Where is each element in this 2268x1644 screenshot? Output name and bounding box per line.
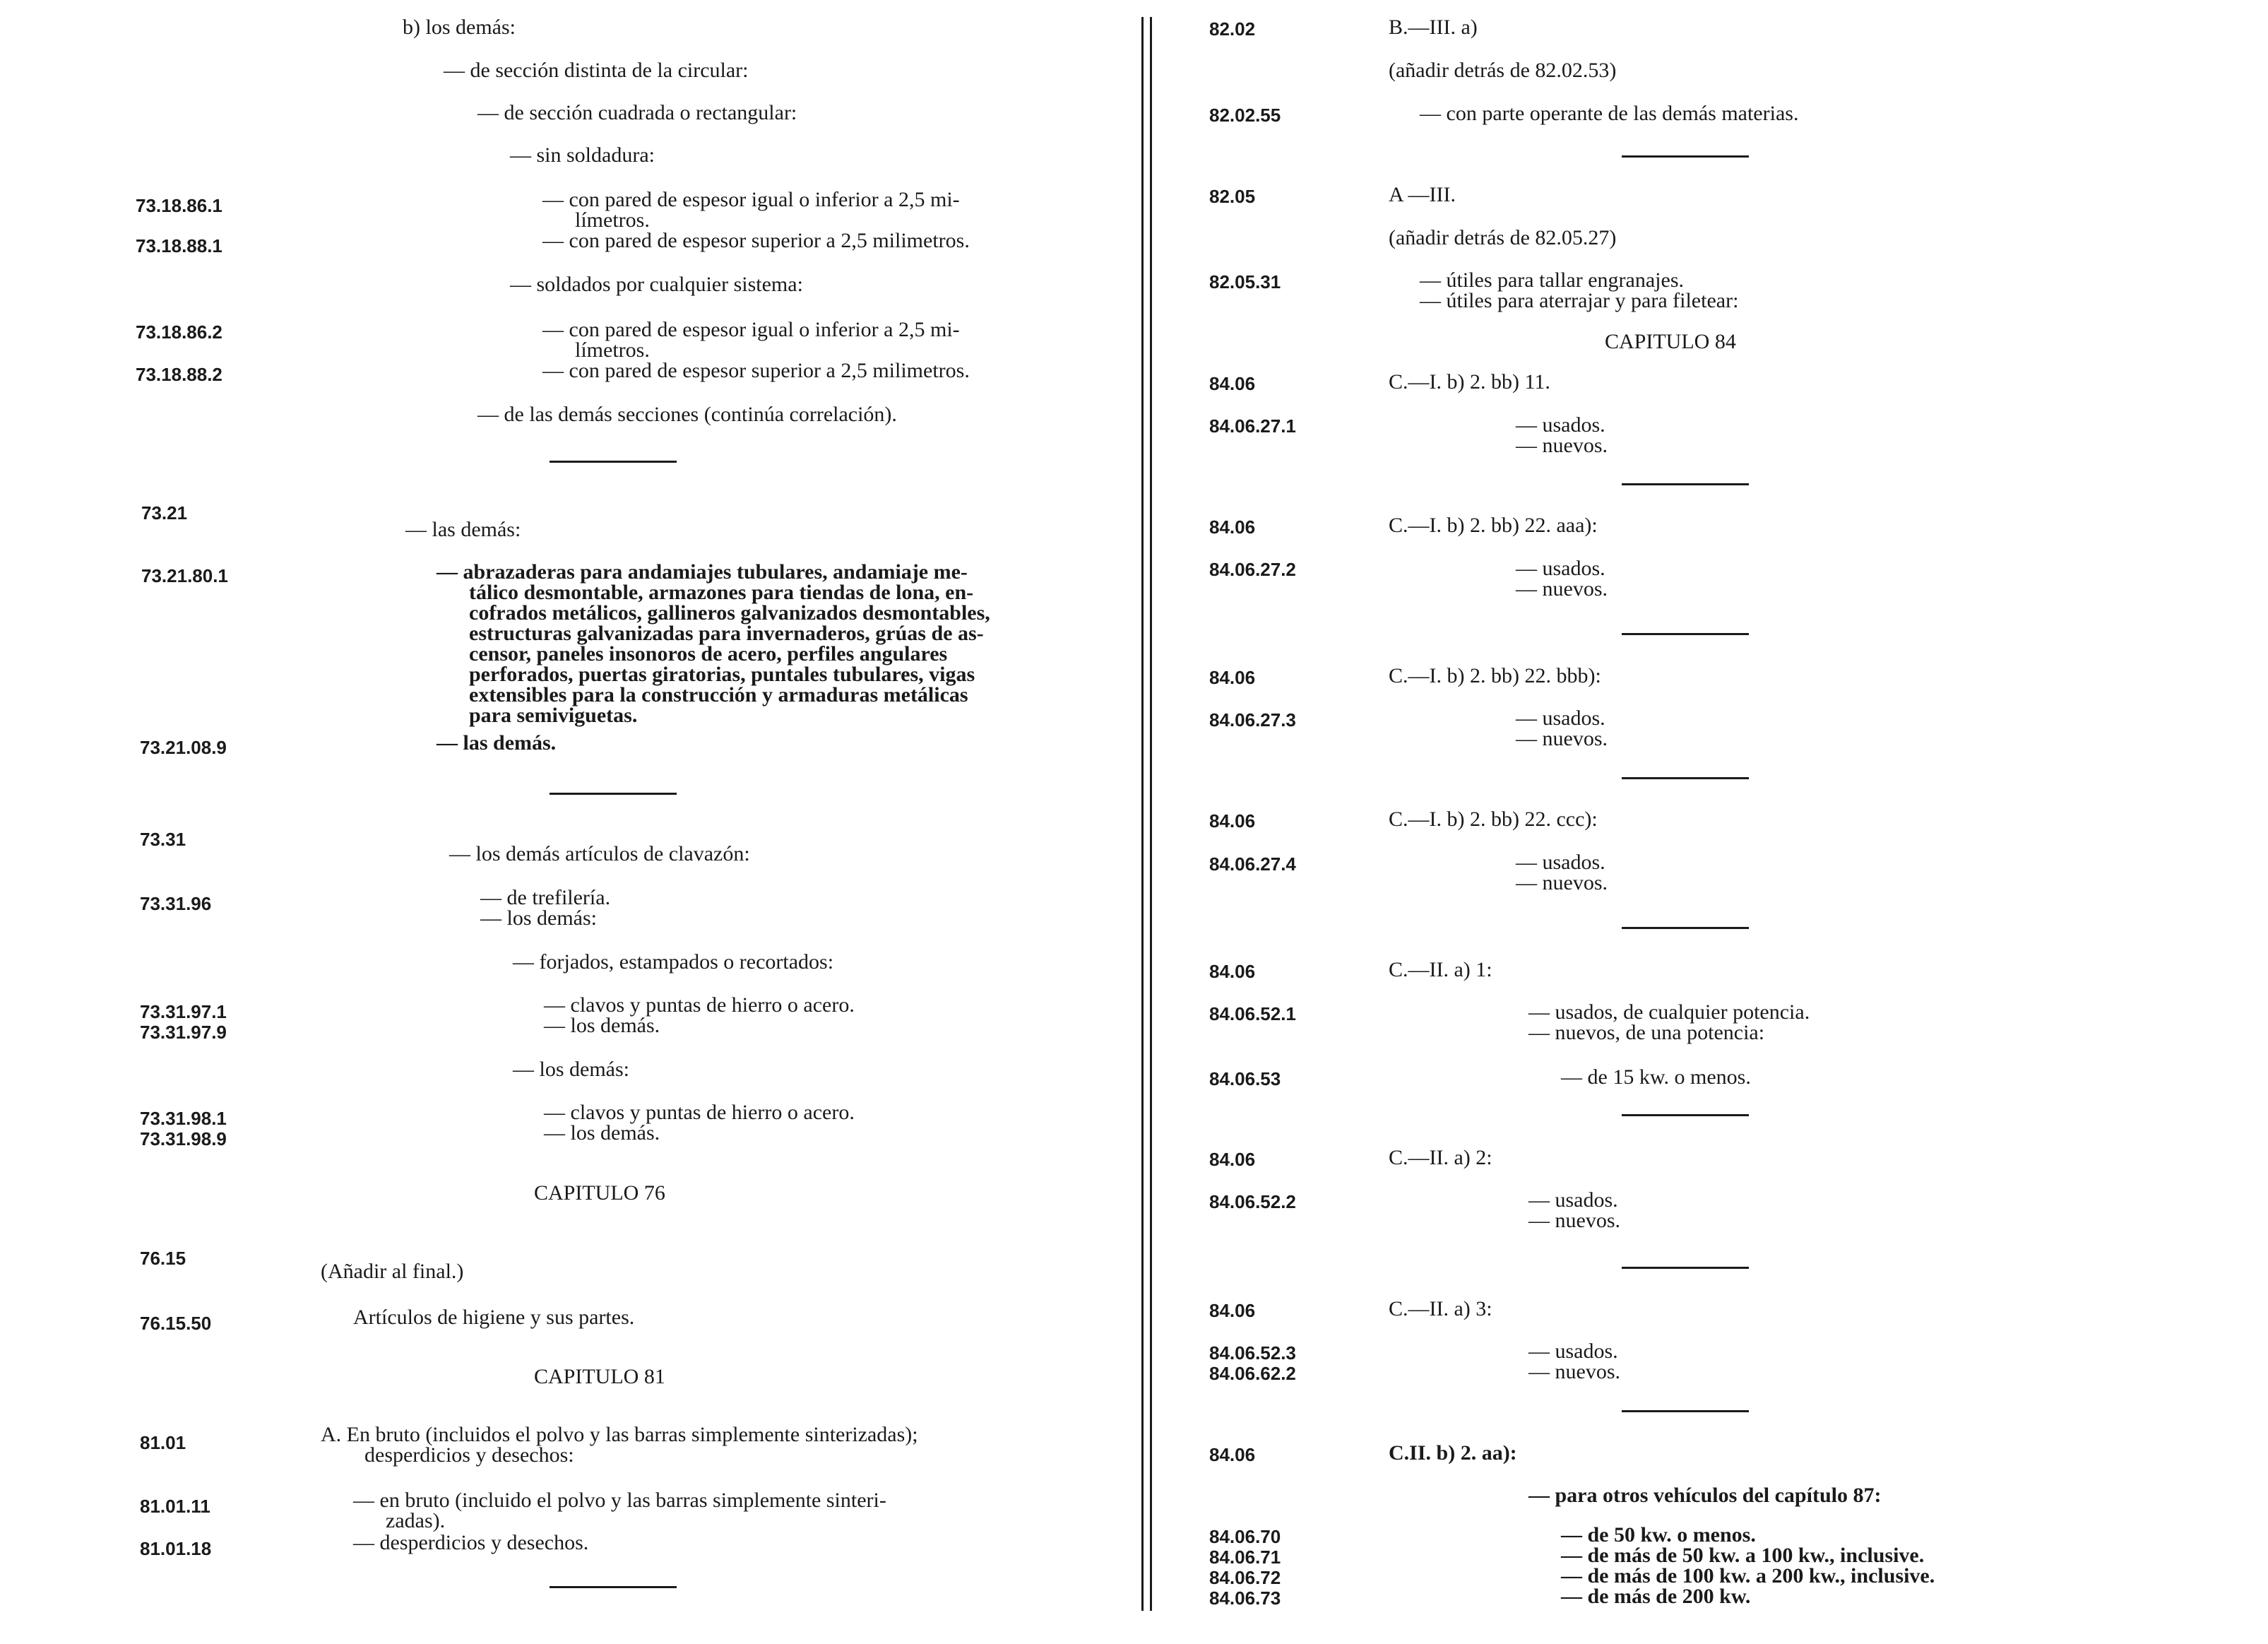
tariff-code: 84.06.73 <box>1209 1587 1281 1609</box>
tariff-code: 84.06.52.1 <box>1209 1003 1296 1024</box>
description-line: — nuevos. <box>1516 871 1608 894</box>
tariff-code: 84.06.27.2 <box>1209 559 1296 580</box>
tariff-code: 73.31.96 <box>140 893 212 914</box>
tariff-code: 76.15.50 <box>140 1313 212 1334</box>
description-line: — desperdicios y desechos. <box>353 1531 589 1554</box>
description-line: — usados. <box>1528 1340 1618 1363</box>
description-line: C.—I. b) 2. bb) 22. aaa): <box>1389 514 1598 537</box>
description-line: A —III. <box>1389 183 1456 206</box>
section-divider <box>1622 633 1749 635</box>
description-line: — con pared de espesor igual o inferior a 2,5 mi- <box>542 318 960 341</box>
description-line: b) los demás: <box>403 16 516 39</box>
tariff-code: 84.06.53 <box>1209 1068 1281 1089</box>
description-line: — usados, de cualquier potencia. <box>1528 1000 1810 1024</box>
section-divider <box>550 461 677 463</box>
description-line: límetros. <box>575 338 650 362</box>
description-line: C.—I. b) 2. bb) 22. ccc): <box>1389 808 1598 831</box>
tariff-code: 73.31 <box>140 829 186 850</box>
section-divider <box>550 793 677 795</box>
description-line: límetros. <box>575 208 650 232</box>
description-line: — usados. <box>1516 851 1605 874</box>
description-line: C.—I. b) 2. bb) 11. <box>1389 370 1550 394</box>
description-line: — abrazaderas para andamiajes tubulares, andamiaje me- <box>437 560 968 584</box>
description-line: extensibles para la construcción y armaduras metálicas <box>469 683 968 706</box>
tariff-code: 84.06.52.2 <box>1209 1191 1296 1212</box>
section-divider <box>1622 1410 1749 1412</box>
tariff-code: 73.21.08.9 <box>140 737 227 758</box>
description-line: cofrados metálicos, gallineros galvanizados desmontables, <box>469 601 990 625</box>
description-line: — clavos y puntas de hierro o acero. <box>544 1101 855 1124</box>
description-line: — los demás: <box>480 906 597 930</box>
tariff-code: 73.31.97.9 <box>140 1022 227 1043</box>
section-divider <box>1622 1267 1749 1269</box>
tariff-code: 84.06 <box>1209 810 1256 832</box>
description-line: — los demás. <box>544 1014 660 1037</box>
description-line: B.—III. a) <box>1389 16 1478 39</box>
tariff-code: 82.05 <box>1209 186 1256 207</box>
description-line: — usados. <box>1516 413 1605 437</box>
description-line: — los demás artículos de clavazón: <box>449 842 750 865</box>
description-line: — los demás. <box>544 1121 660 1145</box>
chapter-heading: CAPITULO 76 <box>534 1181 665 1205</box>
tariff-code: 84.06.70 <box>1209 1526 1281 1547</box>
description-line: — nuevos. <box>1516 727 1608 750</box>
description-line: — con pared de espesor igual o inferior a 2,5 mi- <box>542 188 960 211</box>
tariff-code: 73.18.88.1 <box>136 235 222 256</box>
description-line: (añadir detrás de 82.05.27) <box>1389 226 1617 249</box>
tariff-code: 84.06.27.4 <box>1209 853 1296 875</box>
tariff-code: 84.06 <box>1209 667 1256 688</box>
tariff-code: 84.06 <box>1209 516 1256 538</box>
description-line: estructuras galvanizadas para invernaderos, grúas de as- <box>469 622 984 645</box>
description-line: — nuevos. <box>1528 1360 1620 1383</box>
description-line: — las demás. <box>437 731 557 755</box>
section-divider <box>550 1586 677 1588</box>
description-line: — de sección cuadrada o rectangular: <box>477 101 797 124</box>
description-line: — nuevos, de una potencia: <box>1528 1021 1765 1044</box>
description-line: — usados. <box>1516 557 1605 580</box>
tariff-code: 84.06 <box>1209 961 1256 982</box>
description-line: C.II. b) 2. aa): <box>1389 1441 1517 1465</box>
description-line: zadas). <box>386 1509 446 1532</box>
description-line: — de las demás secciones (continúa correlación). <box>477 403 897 426</box>
section-divider <box>1622 927 1749 929</box>
tariff-code: 73.21 <box>141 502 188 524</box>
tariff-code: 84.06.27.1 <box>1209 415 1296 437</box>
description-line: — con pared de espesor superior a 2,5 milimetros. <box>542 359 970 382</box>
tariff-code: 84.06 <box>1209 373 1256 394</box>
tariff-code: 81.01.18 <box>140 1538 212 1559</box>
tariff-code: 82.02.55 <box>1209 105 1281 126</box>
tariff-code: 73.31.98.1 <box>140 1108 227 1129</box>
section-divider <box>1622 155 1749 158</box>
description-line: — de sección distinta de la circular: <box>444 59 749 82</box>
description-line: — usados. <box>1528 1188 1618 1212</box>
description-line: — forjados, estampados o recortados: <box>513 950 834 974</box>
description-line: — los demás: <box>513 1058 629 1081</box>
description-line: — clavos y puntas de hierro o acero. <box>544 993 855 1017</box>
description-line: — en bruto (incluido el polvo y las barras simplemente sinteri- <box>353 1489 886 1512</box>
description-line: censor, paneles insonoros de acero, perfiles angulares <box>469 642 948 666</box>
tariff-code: 84.06.71 <box>1209 1547 1281 1568</box>
tariff-code: 84.06.72 <box>1209 1567 1281 1588</box>
description-line: — útiles para tallar engranajes. <box>1420 268 1685 292</box>
section-divider <box>1622 777 1749 779</box>
tariff-code: 82.02 <box>1209 18 1256 40</box>
tariff-code: 73.21.80.1 <box>141 565 228 586</box>
tariff-code: 73.31.98.9 <box>140 1128 227 1149</box>
tariff-code: 73.18.86.2 <box>136 321 222 343</box>
description-line: Artículos de higiene y sus partes. <box>353 1306 635 1329</box>
tariff-code: 84.06.27.3 <box>1209 709 1296 731</box>
column-separator <box>1141 17 1144 1611</box>
description-line: tálico desmontable, armazones para tiendas de lona, en- <box>469 581 974 604</box>
description-line: — para otros vehículos del capítulo 87: <box>1528 1484 1882 1507</box>
description-line: — nuevos. <box>1516 434 1608 457</box>
description-line: — de más de 100 kw. a 200 kw., inclusive. <box>1561 1564 1935 1587</box>
tariff-code: 84.06.62.2 <box>1209 1363 1296 1384</box>
description-line: A. En bruto (incluidos el polvo y las barras simplemente sinterizadas); <box>321 1423 918 1446</box>
description-line: C.—II. a) 2: <box>1389 1146 1492 1169</box>
description-line: C.—I. b) 2. bb) 22. bbb): <box>1389 664 1601 687</box>
tariff-code: 76.15 <box>140 1248 186 1269</box>
tariff-code: 84.06 <box>1209 1444 1256 1465</box>
section-divider <box>1622 483 1749 485</box>
description-line: — de más de 50 kw. a 100 kw., inclusive. <box>1561 1544 1925 1567</box>
description-line: — sin soldadura: <box>510 143 655 167</box>
column-separator <box>1150 17 1152 1611</box>
chapter-heading: CAPITULO 81 <box>534 1365 665 1388</box>
tariff-code: 81.01.11 <box>140 1496 210 1517</box>
description-line: — nuevos. <box>1516 577 1608 601</box>
description-line: desperdicios y desechos: <box>364 1443 574 1467</box>
description-line: — las demás: <box>405 518 521 541</box>
description-line: (Añadir al final.) <box>321 1260 464 1283</box>
chapter-heading: CAPITULO 84 <box>1605 330 1736 353</box>
section-divider <box>1622 1114 1749 1116</box>
tariff-code: 84.06.52.3 <box>1209 1342 1296 1364</box>
description-line: — con parte operante de las demás materias. <box>1420 102 1799 125</box>
description-line: — con pared de espesor superior a 2,5 milimetros. <box>542 229 970 252</box>
description-line: — de más de 200 kw. <box>1561 1585 1751 1608</box>
tariff-code: 84.06 <box>1209 1300 1256 1321</box>
description-line: — útiles para aterrajar y para filetear: <box>1420 289 1739 312</box>
description-line: — usados. <box>1516 706 1605 730</box>
description-line: C.—II. a) 3: <box>1389 1297 1492 1320</box>
description-line: perforados, puertas giratorias, puntales tubulares, vigas <box>469 663 975 686</box>
description-line: C.—II. a) 1: <box>1389 958 1492 981</box>
tariff-code: 82.05.31 <box>1209 271 1281 292</box>
description-line: — soldados por cualquier sistema: <box>510 273 803 296</box>
description-line: — de 15 kw. o menos. <box>1561 1065 1751 1089</box>
tariff-code: 81.01 <box>140 1432 186 1453</box>
description-line: — de 50 kw. o menos. <box>1561 1523 1756 1547</box>
description-line: — de trefilería. <box>480 886 611 909</box>
tariff-code: 73.18.86.1 <box>136 195 222 216</box>
description-line: (añadir detrás de 82.02.53) <box>1389 59 1617 82</box>
description-line: para semiviguetas. <box>469 704 638 727</box>
tariff-code: 84.06 <box>1209 1149 1256 1170</box>
tariff-code: 73.18.88.2 <box>136 364 222 385</box>
tariff-code: 73.31.97.1 <box>140 1001 227 1022</box>
description-line: — nuevos. <box>1528 1209 1620 1232</box>
